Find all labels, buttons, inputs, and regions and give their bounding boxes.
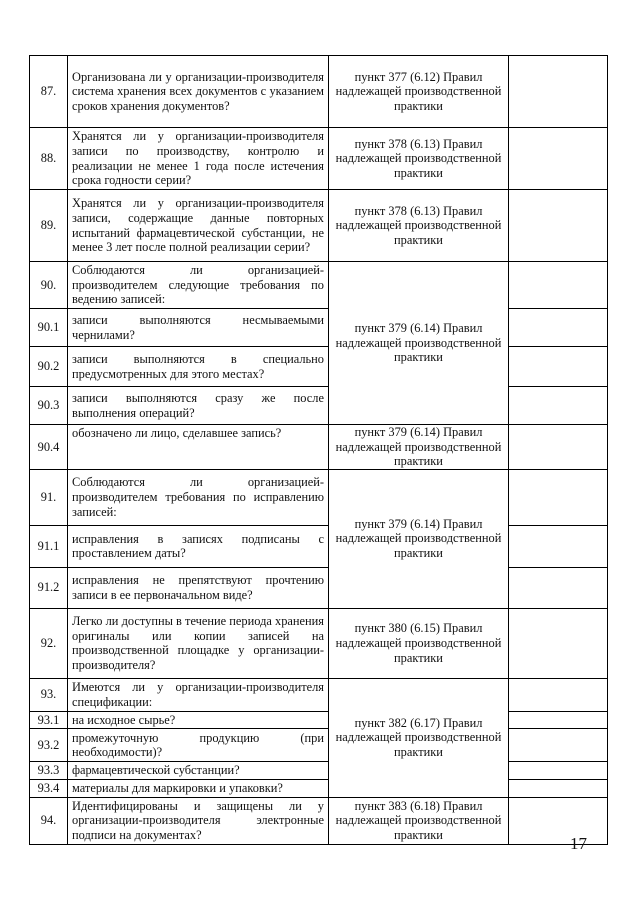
table-row <box>30 779 608 797</box>
answer-cell[interactable] <box>509 128 608 190</box>
reference-text: пункт 379 (6.14) Правил надлежащей производственной практики <box>329 469 509 608</box>
row-number: 90.4 <box>30 425 68 470</box>
reference-text: пункт 379 (6.14) Правил надлежащей производственной практики <box>329 425 509 470</box>
checklist-table <box>29 55 608 845</box>
question-text: записи выполняются сразу же после выполнения операций? <box>68 387 329 425</box>
table-row <box>30 56 608 128</box>
table-row <box>30 425 608 470</box>
answer-cell[interactable] <box>509 729 608 762</box>
table-row <box>30 762 608 780</box>
question-text: Соблюдаются ли организацией-производителем следующие требования по ведению записей: <box>68 262 329 309</box>
question-text: обозначено ли лицо, сделавшее запись? <box>68 425 329 470</box>
row-number: 87. <box>30 56 68 128</box>
table-row <box>30 387 608 425</box>
table-row <box>30 469 608 525</box>
table-row <box>30 797 608 844</box>
row-number: 90.2 <box>30 347 68 387</box>
answer-cell[interactable] <box>509 347 608 387</box>
question-text: на исходное сырье? <box>68 711 329 729</box>
answer-cell[interactable] <box>509 779 608 797</box>
row-number: 90. <box>30 262 68 309</box>
reference-text: пункт 377 (6.12) Правил надлежащей производственной практики <box>329 56 509 128</box>
answer-cell[interactable] <box>509 309 608 347</box>
reference-text: пункт 380 (6.15) Правил надлежащей производственной практики <box>329 608 509 678</box>
question-text: Идентифицированы и защищены ли у организации-производителя электронные подписи на документах? <box>68 797 329 844</box>
question-text: Организована ли у организации-производителя система хранения всех документов с указанием сроков хранения документов? <box>68 56 329 128</box>
reference-text: пункт 383 (6.18) Правил надлежащей производственной практики <box>329 797 509 844</box>
row-number: 93. <box>30 678 68 711</box>
answer-cell[interactable] <box>509 190 608 262</box>
table-row <box>30 608 608 678</box>
table-row <box>30 678 608 711</box>
answer-cell[interactable] <box>509 797 608 844</box>
row-number: 93.2 <box>30 729 68 762</box>
table-row <box>30 128 608 190</box>
answer-cell[interactable] <box>509 762 608 780</box>
question-text: записи выполняются в специально предусмотренных для этого местах? <box>68 347 329 387</box>
table-row <box>30 262 608 309</box>
table-row <box>30 309 608 347</box>
answer-cell[interactable] <box>509 608 608 678</box>
row-number: 93.4 <box>30 779 68 797</box>
answer-cell[interactable] <box>509 56 608 128</box>
question-text: материалы для маркировки и упаковки? <box>68 779 329 797</box>
question-text: Соблюдаются ли организацией-производителем требования по исправлению записей: <box>68 469 329 525</box>
question-text: исправления не препятствуют прочтению записи в ее первоначальном виде? <box>68 567 329 608</box>
answer-cell[interactable] <box>509 262 608 309</box>
table-row <box>30 525 608 567</box>
question-text: Имеются ли у организации-производителя спецификации: <box>68 678 329 711</box>
table-row <box>30 190 608 262</box>
question-text: промежуточную продукцию (при необходимости)? <box>68 729 329 762</box>
answer-cell[interactable] <box>509 711 608 729</box>
page-number: 17 <box>570 834 587 853</box>
question-text: Хранятся ли у организации-производителя записи, содержащие данные повторных испытаний фармацевтической субстанции, не менее 3 лет после полной реализации серии? <box>68 190 329 262</box>
row-number: 90.3 <box>30 387 68 425</box>
row-number: 93.1 <box>30 711 68 729</box>
answer-cell[interactable] <box>509 678 608 711</box>
row-number: 91.1 <box>30 525 68 567</box>
row-number: 94. <box>30 797 68 844</box>
row-number: 89. <box>30 190 68 262</box>
row-number: 90.1 <box>30 309 68 347</box>
table-row <box>30 729 608 762</box>
row-number: 91.2 <box>30 567 68 608</box>
answer-cell[interactable] <box>509 387 608 425</box>
question-text: исправления в записях подписаны с проставлением даты? <box>68 525 329 567</box>
reference-text: пункт 378 (6.13) Правил надлежащей производственной практики <box>329 190 509 262</box>
reference-text: пункт 382 (6.17) Правил надлежащей производственной практики <box>329 678 509 797</box>
answer-cell[interactable] <box>509 425 608 470</box>
table-row <box>30 711 608 729</box>
reference-text: пункт 378 (6.13) Правил надлежащей производственной практики <box>329 128 509 190</box>
question-text: Легко ли доступны в течение периода хранения оригиналы или копии записей на производственной площадке у организации-производителя? <box>68 608 329 678</box>
table-row <box>30 567 608 608</box>
row-number: 92. <box>30 608 68 678</box>
row-number: 88. <box>30 128 68 190</box>
answer-cell[interactable] <box>509 469 608 525</box>
table-row <box>30 347 608 387</box>
question-text: Хранятся ли у организации-производителя записи по производству, контролю и реализации не менее 1 года после истечения срока годности серии? <box>68 128 329 190</box>
question-text: записи выполняются несмываемыми чернилами? <box>68 309 329 347</box>
answer-cell[interactable] <box>509 567 608 608</box>
question-text: фармацевтической субстанции? <box>68 762 329 780</box>
row-number: 93.3 <box>30 762 68 780</box>
reference-text: пункт 379 (6.14) Правил надлежащей производственной практики <box>329 262 509 425</box>
row-number: 91. <box>30 469 68 525</box>
answer-cell[interactable] <box>509 525 608 567</box>
